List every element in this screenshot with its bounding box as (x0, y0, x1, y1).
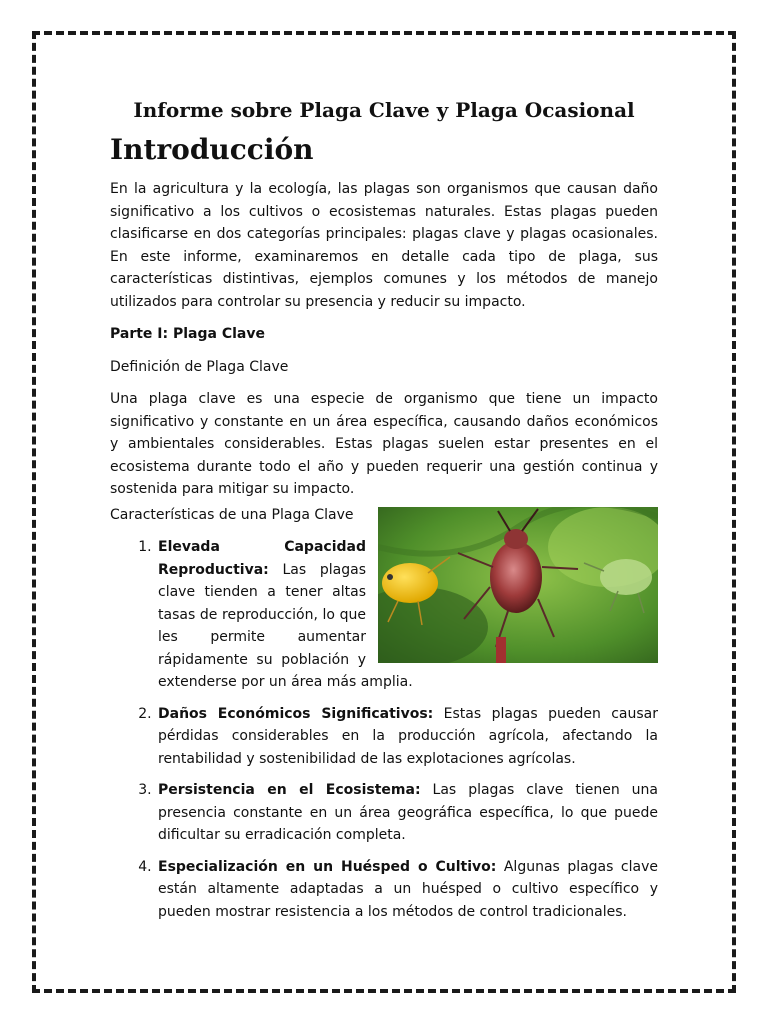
list-item: 4. Especialización en un Huésped o Cultivo: Algunas plagas clave están altamente adaptadas a un huésped o cultivo específico y pueden mostrar resistencia a los métodos de control tradicionales. (156, 856, 658, 924)
document-title: Informe sobre Plaga Clave y Plaga Ocasional (133, 98, 635, 122)
aphids-photo (378, 507, 658, 663)
document-body (110, 96, 658, 932)
list-item: 3. Persistencia en el Ecosistema: Las plagas clave tienen una presencia constante en un área geográfica específica, lo que puede dificultar su erradicación completa. (156, 779, 658, 847)
definition-text: Una plaga clave es una especie de organismo que tiene un impacto significativo y constante en un área específica, causando daños económicos y ambientales considerables. Estas plagas suelen estar presentes en el ecosistema durante todo el año y pueden requerir una gestión continua y sostenida para mitigar su impacto. (110, 391, 658, 497)
characteristics-heading: Características de una Plaga Clave (110, 506, 354, 523)
definition-paragraph (110, 388, 658, 501)
definition-heading: Definición de Plaga Clave (110, 358, 289, 375)
part1-heading: Parte I: Plaga Clave (110, 326, 265, 342)
intro-heading: Introducción (110, 133, 314, 166)
intro-paragraph: En la agricultura y la ecología, las plagas son organismos que causan daño significativo a los cultivos o ecosistemas naturales. Estas plagas pueden clasificarse en dos categorías principales: plagas clave y plagas ocasionales. En este informe, examinaremos en detalle cada tipo de plaga, sus características distintivas, ejemplos comunes y los métodos de manejo utilizados para controlar su presencia y reducir su impacto. (110, 181, 658, 310)
list-item: 2. Daños Económicos Significativos: Estas plagas pueden causar pérdidas considerables en la producción agrícola, afectando la rentabilidad y sostenibilidad de las explotaciones agrícolas. (156, 703, 658, 771)
list-item: 1. Elevada Capacidad Reproductiva: Las plagas clave tienden a tener altas tasas de reproducción, lo que les permite aumentar rápidamente su población y extenderse por un área más amplia. (156, 536, 658, 694)
